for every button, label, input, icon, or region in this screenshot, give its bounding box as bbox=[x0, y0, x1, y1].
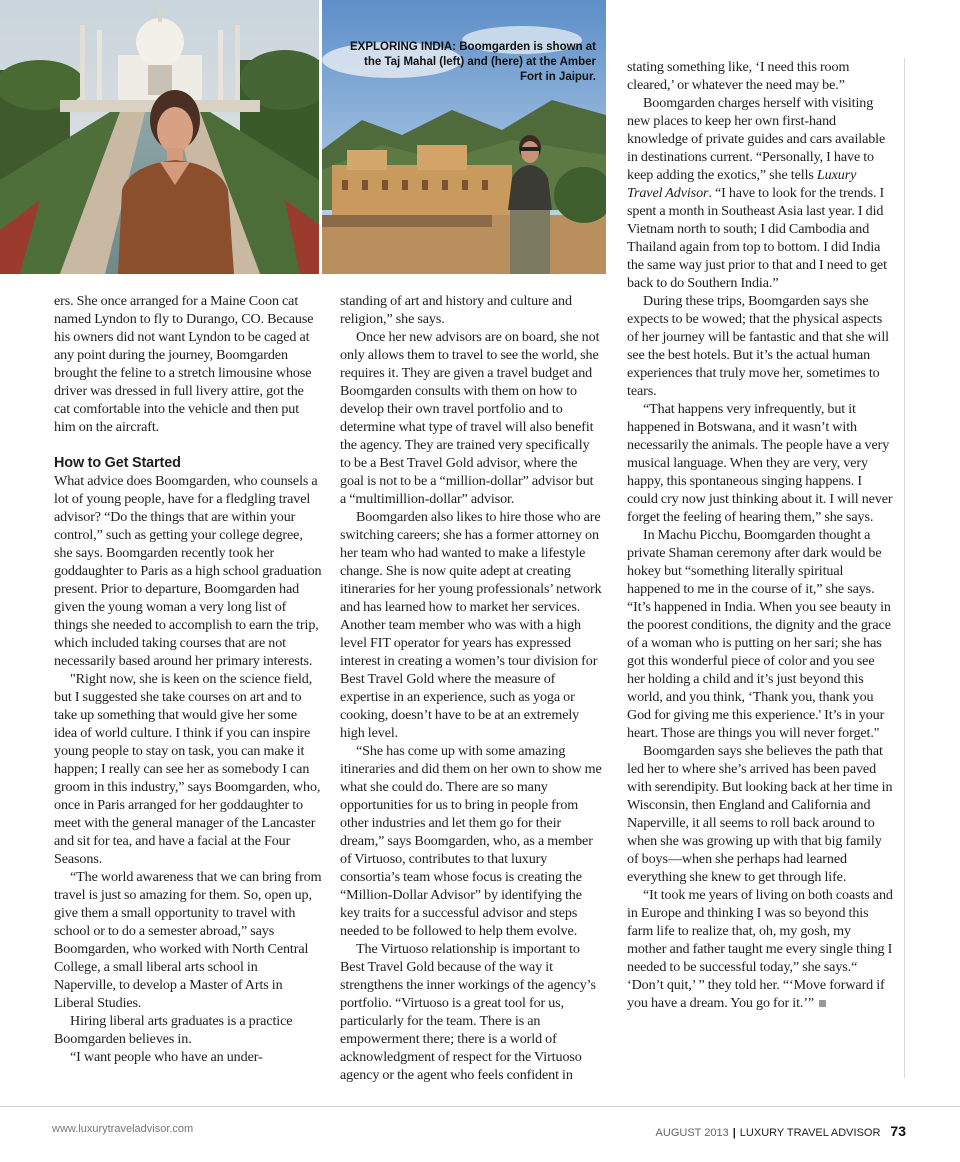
paragraph: stating something like, ‘I need this room cleared,’ or whatever the need may be.” bbox=[627, 59, 850, 93]
paragraph: What advice does Boomgarden, who counsels a lot of young people, have for a fledgling travel advisor? “Do the things that are within your control,” such as getting your college degree, she says. Boomgarden recently took her goddaughter to Paris as a high school graduation present. Prior to departure, Boomgarden had given the young woman a very long list of things she needed to accomplish to earn the trip, which included taking courses that are not necessarily based around her primary interests. bbox=[54, 473, 322, 669]
article-column-1 bbox=[54, 292, 322, 1066]
page-number: 73 bbox=[890, 1123, 906, 1139]
paragraph: “I want people who have an under- bbox=[70, 1049, 263, 1065]
paragraph-text: “It took me years of living on both coasts and in Europe and thinking I was so beyond this farm life to realize that, oh, my gosh, my mother and father taught me every single thing I needed to be successful today,” she says.“ ‘Don’t quit,’ ” they told her. “‘Move forward if you have a dream. You go for it.’” bbox=[627, 887, 893, 1011]
paragraph: During these trips, Boomgarden says she expects to be wowed; that the physical aspects of her journey will be fantastic and that she will see the best hotels. But it’s the actual human experiences that truly move her, sometimes to tears. bbox=[627, 293, 889, 399]
paragraph: Boomgarden also likes to hire those who are switching careers; she has a former attorney on her team who had wanted to make a lifestyle change. She is now quite adept at creating itineraries for her young professionals’ network and has learned how to market her services. Another team member who was with a high level FIT operator for years has expressed interest in creating a women’s tour division for Best Travel Gold where the measure of expertise in an experience, such as yoga or cooking, doesn’t have to be at an extremely high level. bbox=[340, 509, 602, 741]
end-mark-icon bbox=[819, 1000, 826, 1007]
paragraph bbox=[627, 94, 893, 292]
paragraph: “She has come up with some amazing itineraries and did them on her own to show me what she could do. There are so many opportunities for us to bring in people from other industries and let them go for their dream,” says Boomgarden, who, as a member of Virtuoso, contributes to that luxury consortia’s team whose focus is creating the “Million-Dollar Advisor” by identifying the key traits for a successful advisor and steps needed to be followed to help them evolve. bbox=[340, 743, 602, 939]
paragraph: Boomgarden says she believes the path that led her to where she’s arrived has been paved with serendipity. But looking back at her time in Wisconsin, then England and California and Naperville, it all seems to roll back around to when she was growing up with that big family of boys—when she perhaps had learned everything she knew to get through life. bbox=[627, 743, 893, 885]
paragraph: “That happens very infrequently, but it happened in Botswana, and it wasn’t with necessarily the animals. The people have a very musical language. When they are very, very happy, this spontaneous singing happens. I could cry now just thinking about it. I will never forget the feeling of hearing them,” she says. bbox=[627, 401, 893, 525]
footer-separator: | bbox=[732, 1127, 736, 1139]
section-subhead: How to Get Started bbox=[54, 455, 181, 471]
publication-name: Luxury Travel Advisor bbox=[627, 167, 857, 201]
paragraph: Hiring liberal arts graduates is a practice Boomgarden believes in. bbox=[54, 1013, 293, 1047]
publication-title: LUXURY TRAVEL ADVISOR bbox=[739, 1127, 881, 1139]
paragraph: "Right now, she is keen on the science field, but I suggested she take courses on art and to take up something that would give her some idea of world culture. I think if you can inspire young people to stay on task, you can make it happen; I really can see her as somebody I can groom in this industry,” says Boomgarden, who, once in Paris arranged for her goddaughter to meet with the general manager of the Lancaster and sit for tea, and have a facial at the Four Seasons. bbox=[54, 671, 321, 867]
column-rule bbox=[904, 58, 905, 1078]
footer-folio bbox=[656, 1123, 906, 1139]
paragraph: ers. She once arranged for a Maine Coon cat named Lyndon to fly to Durango, CO. Because his owners did not want Lyndon to be caged at any point during the journey, Boomgarden brought the feline to a stretch limousine whose driver was dressed in full livery attire, got the cat comfortable into the vehicle and then put him on the aircraft. bbox=[54, 293, 314, 435]
paragraph: standing of art and history and culture and religion,” she says. bbox=[340, 293, 572, 327]
article-column-2 bbox=[340, 292, 602, 1084]
photo-caption: EXPLORING INDIA: Boomgarden is shown at the Taj Mahal (left) and (here) at the Amber Fort in Jaipur. bbox=[350, 41, 596, 83]
article-column-3 bbox=[627, 58, 893, 1012]
photo-amber-fort bbox=[322, 0, 606, 274]
paragraph: “The world awareness that we can bring from travel is just so amazing for them. So, open up, give them a small opportunity to travel with school or to do a semester abroad,” says Boomgarden, who worked with North Central College, a small liberal arts school in Naperville, to develop a Master of Arts in Liberal Studies. bbox=[54, 869, 322, 1011]
issue-date: AUGUST 2013 bbox=[655, 1127, 729, 1139]
footer-url: www.luxurytraveladvisor.com bbox=[52, 1123, 194, 1135]
photo-taj-mahal bbox=[0, 0, 319, 274]
footer-rule bbox=[0, 1106, 960, 1107]
paragraph bbox=[627, 886, 893, 1012]
paragraph-text: . “I have to look for the trends. I spent a month in Southeast Asia last year. I did Vietnam north to south; I did Cambodia and Thailand again from top to bottom. I did India the same way just prior to that and I need to get back to do Southern India.” bbox=[627, 185, 887, 291]
paragraph: Once her new advisors are on board, she not only allows them to travel to see the world, she requires it. They are given a travel budget and Boomgarden consults with them on how to develop their own travel portfolio and to determine what type of travel will also benefit the agency. They are trained very specifically to be a Best Travel Gold advisor, where the goal is not to be a “million-dollar” advisor but a “multimillion-dollar” advisor. bbox=[340, 329, 600, 507]
paragraph: In Machu Picchu, Boomgarden thought a private Shaman ceremony after dark would be hokey but “something literally spiritual happened to me in the course of it,” she says. “It’s happened in India. When you see beauty in the poorest conditions, the dignity and the grace of a woman who is putting on her sari; she has got this wonderful piece of color and you see her holding a child and it’s just beyond this world, and you think, ‘Thank you, thank you God for giving me this experience.' It’s in your heart. Those are things you will never forget." bbox=[627, 527, 891, 741]
paragraph: The Virtuoso relationship is important to Best Travel Gold because of the way it strengthens the inner workings of the agency’s portfolio. “Virtuoso is a great tool for us, particularly for the team. There is an empowerment there; there is a world of acknowledgment of respect for the Virtuoso agency or the agent who feels confident in bbox=[340, 941, 596, 1083]
paragraph-text: Boomgarden charges herself with visiting new places to keep her own first-hand knowledge of private guides and cars available in destinations current. “Personally, I have to keep adding the exotics,” she tells bbox=[627, 95, 886, 183]
